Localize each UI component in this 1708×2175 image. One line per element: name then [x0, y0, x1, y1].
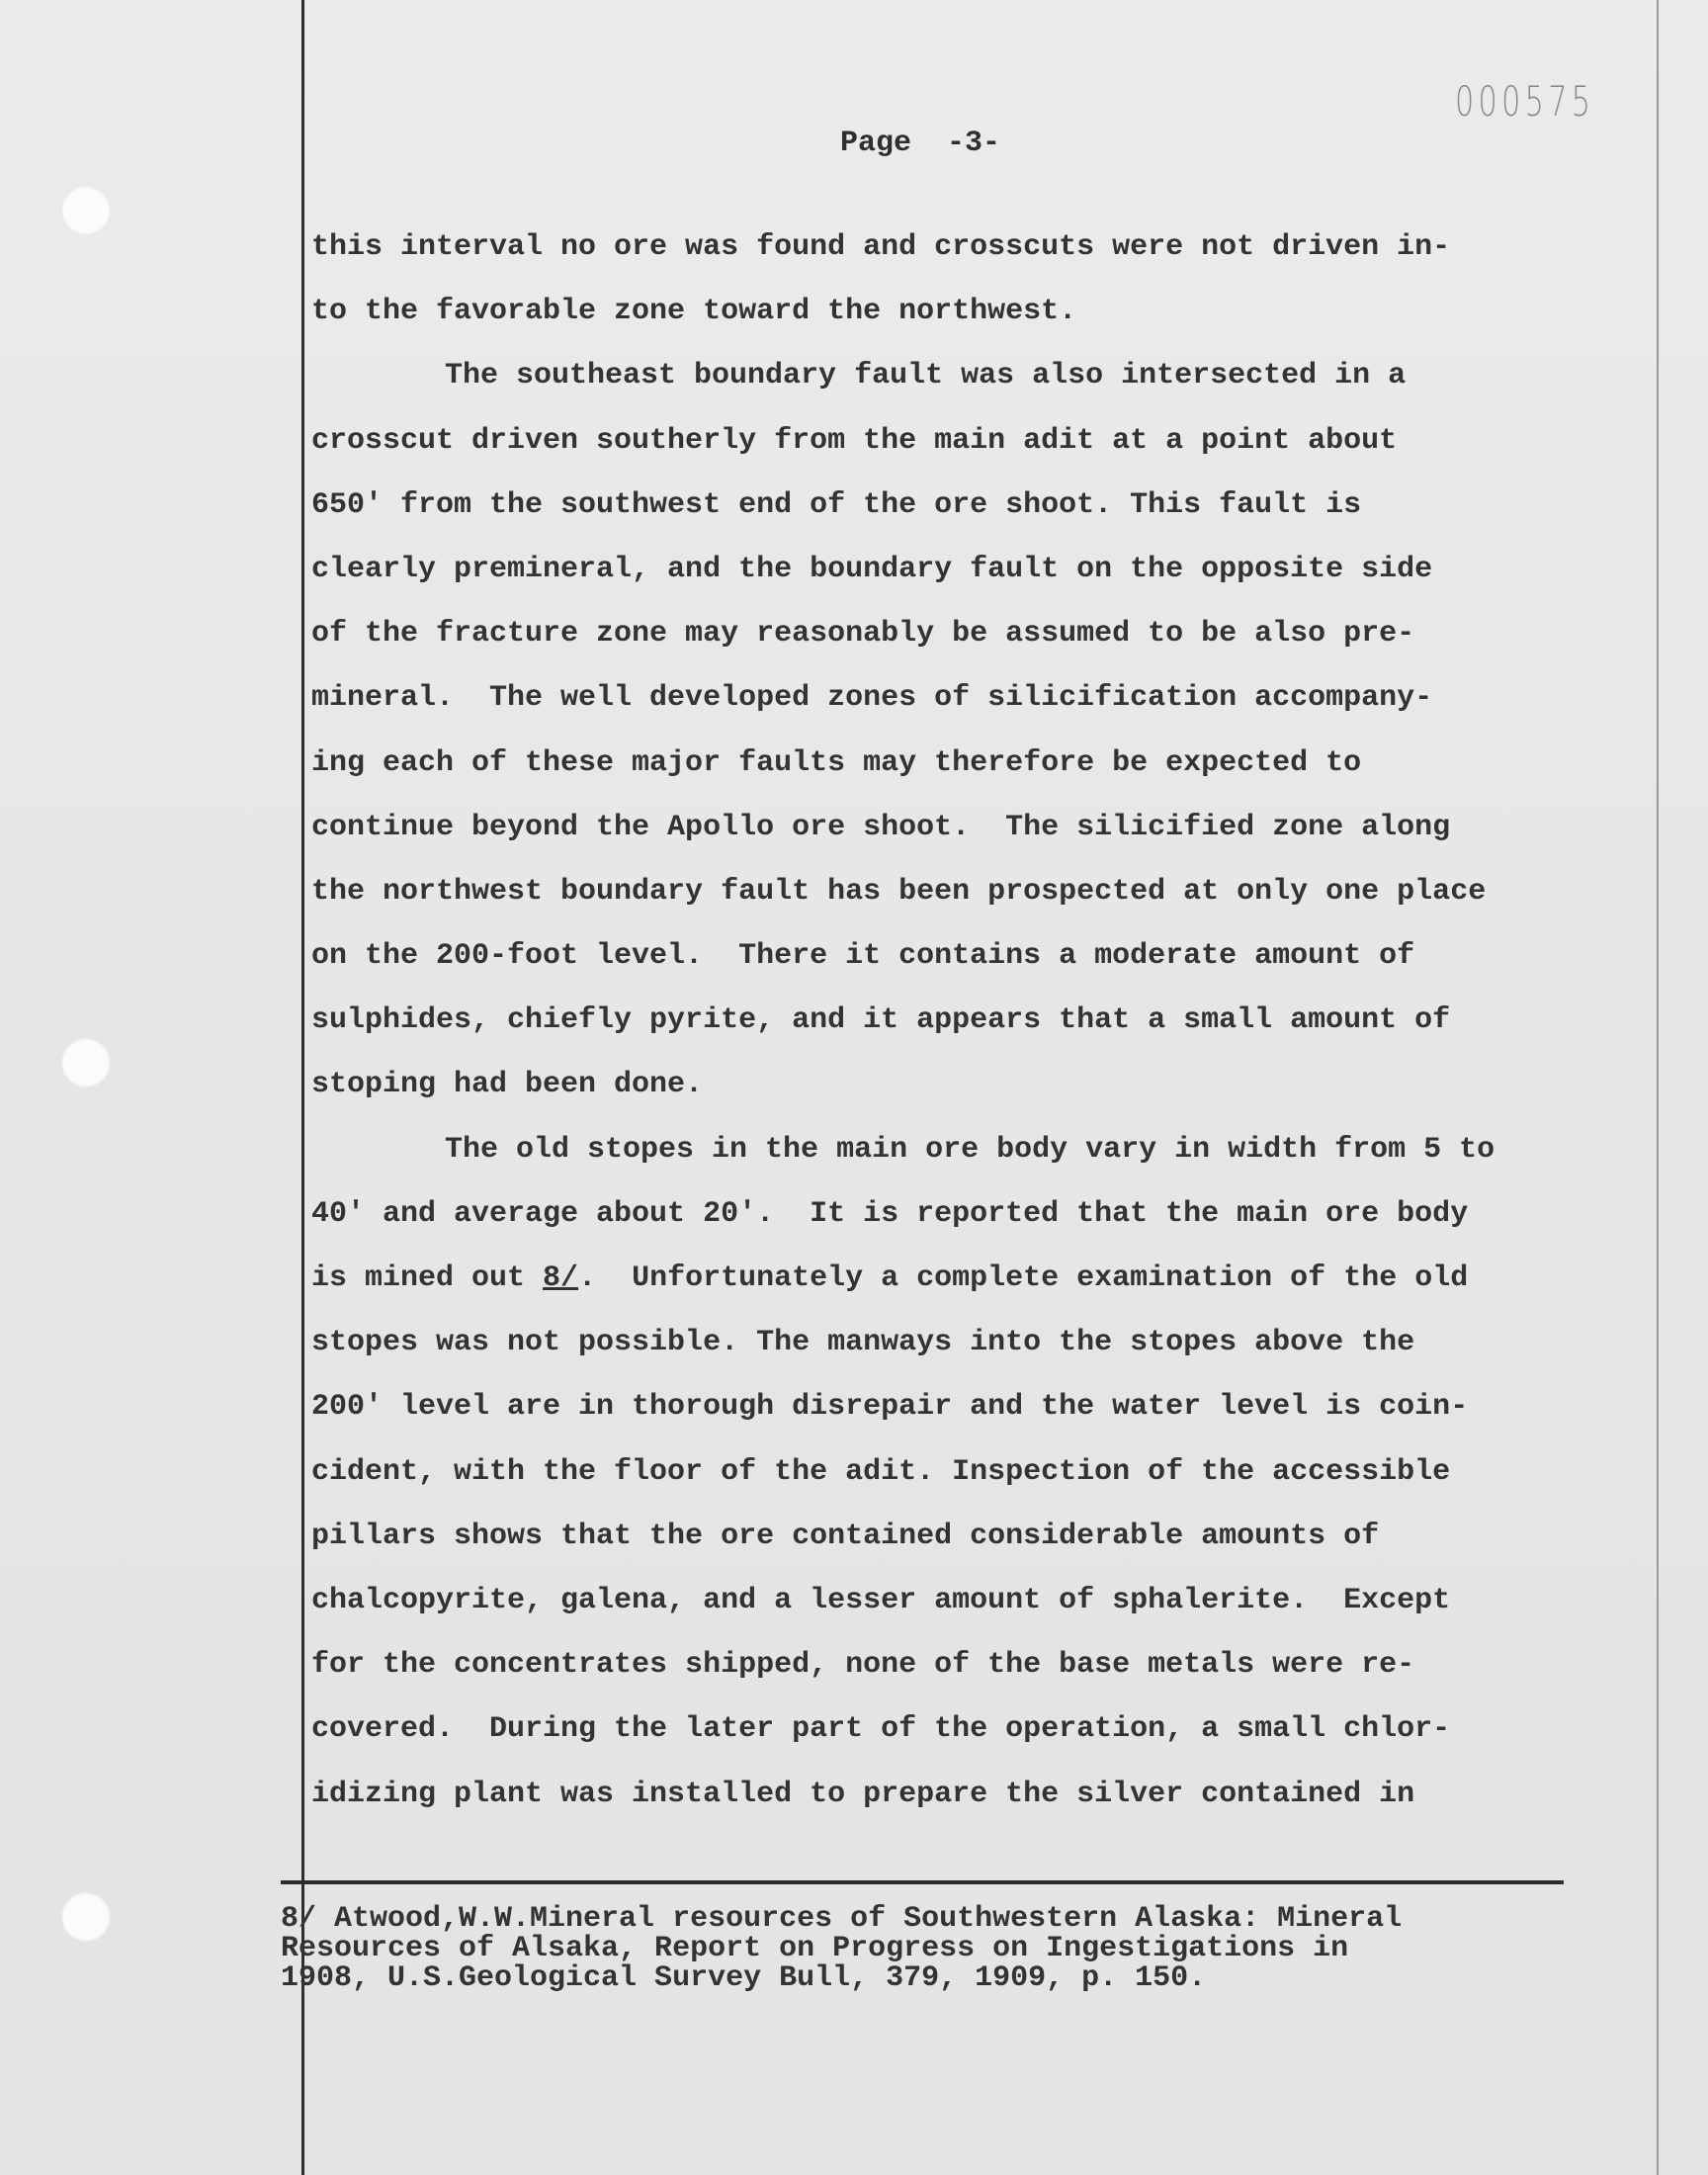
text-line: on the 200-foot level. There it contains a moderate amount of — [311, 939, 1415, 974]
punch-hole-top — [61, 186, 111, 235]
text-line: mineral. The well developed zones of silicification accompany- — [311, 681, 1433, 716]
text-line: the northwest boundary fault has been prospected at only one place — [311, 874, 1487, 909]
text-line-with-footnote — [301, 1247, 1586, 1311]
text-line: ing each of these major faults may therefore be expected to — [311, 745, 1362, 780]
document-number-stamp: 000575 — [1455, 77, 1595, 126]
text-line: idizing plant was installed to prepare the silver contained in — [311, 1777, 1415, 1811]
text-line: clearly premineral, and the boundary fault on the opposite side — [311, 552, 1433, 586]
text-line: The old stopes in the main ore body vary in width from 5 to — [445, 1132, 1495, 1167]
footnote-line: 1908, U.S.Geological Survey Bull, 379, 1909, p. 150. — [281, 1961, 1207, 1995]
text-line: chalcopyrite, galena, and a lesser amount of sphalerite. Except — [311, 1583, 1451, 1617]
text-line: continue beyond the Apollo ore shoot. The silicified zone along — [311, 810, 1451, 844]
text-line: of the fracture zone may reasonably be assumed to be also pre- — [311, 617, 1415, 652]
text-line: stoping had been done. — [311, 1068, 704, 1102]
text-line: pillars shows that the ore contained considerable amounts of — [311, 1519, 1380, 1553]
page-edge-shadow — [1657, 0, 1659, 2175]
text-line: stopes was not possible. The manways into the stopes above the — [311, 1326, 1415, 1360]
text-line: 200' level are in thorough disrepair and the water level is coin- — [311, 1390, 1469, 1425]
text-line: this interval no ore was found and crosscuts were not driven in- — [311, 230, 1451, 264]
text-line: The southeast boundary fault was also intersected in a — [445, 359, 1407, 393]
body-text — [301, 216, 1586, 1827]
punch-hole-bottom — [61, 1892, 111, 1942]
punch-hole-middle — [61, 1038, 111, 1088]
text-line: for the concentrates shipped, none of the base metals were re- — [311, 1648, 1415, 1683]
text-line: to the favorable zone toward the northwest. — [311, 295, 1077, 329]
page-header: Page -3- — [840, 127, 1001, 160]
text-segment: is mined out — [311, 1262, 544, 1295]
footnote-line: Resources of Alsaka, Report on Progress on Ingestigations in — [281, 1932, 1349, 1965]
text-line: 650' from the southwest end of the ore shoot. This fault is — [311, 487, 1362, 522]
text-line: crosscut driven southerly from the main adit at a point about — [311, 423, 1398, 458]
footnote-divider — [281, 1880, 1564, 1884]
text-line: cident, with the floor of the adit. Inspection of the accessible — [311, 1454, 1451, 1489]
footnote-reference: 8/ — [543, 1262, 579, 1295]
text-segment: . Unfortunately a complete examination of the old — [578, 1262, 1469, 1295]
text-line: covered. During the later part of the operation, a small chlor- — [311, 1712, 1451, 1747]
text-line: 40' and average about 20'. It is reported that the main ore body — [311, 1196, 1469, 1231]
text-line: sulphides, chiefly pyrite, and it appears that a small amount of — [311, 1003, 1451, 1038]
footnote-line: 8/ Atwood,W.W.Mineral resources of Southwestern Alaska: Mineral — [281, 1902, 1403, 1936]
footnote — [281, 1904, 1585, 1993]
